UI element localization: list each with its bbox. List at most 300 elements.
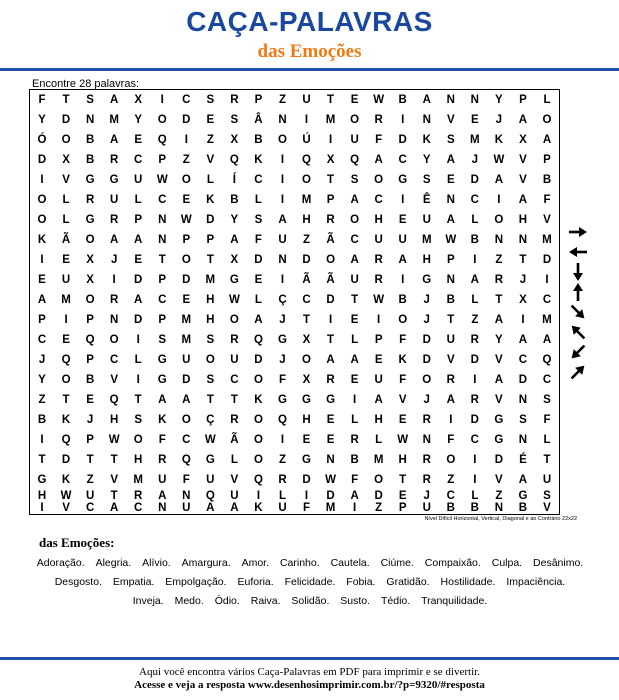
grid-letter: O (542, 114, 552, 126)
grid-letter: M (373, 454, 384, 466)
footer-line-1: Aqui você encontra vários Caça-Palavras em PDF para imprimir e se divertir. (139, 666, 480, 678)
grid-letter: A (446, 154, 455, 166)
grid-letter: N (278, 114, 287, 126)
word-item: Hostilidade. (440, 576, 496, 588)
grid-letter: D (422, 354, 431, 366)
grid-letter: D (254, 254, 263, 266)
grid-letter: L (134, 194, 142, 206)
grid-letter: G (157, 354, 167, 366)
grid-letter: V (495, 394, 503, 406)
grid-letter: E (326, 414, 335, 426)
grid-letter: J (519, 274, 527, 286)
grid-letter: L (471, 294, 479, 306)
word-list-title: das Emoções: (39, 535, 115, 550)
grid-letter: B (470, 234, 479, 246)
word-item: Impaciência. (506, 576, 566, 588)
grid-letter: G (494, 414, 504, 426)
arrow-left-icon (569, 247, 587, 257)
grid-letter: E (38, 274, 46, 286)
grid-letter: O (133, 434, 143, 446)
grid-letter: N (85, 114, 95, 126)
grid-letter: C (518, 354, 528, 366)
grid-letter: E (350, 94, 359, 106)
grid-letter: C (542, 374, 552, 386)
grid-letter: E (254, 274, 263, 286)
grid-letter: H (518, 214, 528, 226)
grid-letter: I (280, 194, 285, 206)
grid-letter: H (206, 294, 215, 306)
grid-letter: D (182, 114, 191, 126)
grid-letter: W (204, 434, 216, 446)
grid-letter: Y (495, 94, 503, 106)
grid-letter: P (86, 314, 94, 326)
grid-letter: H (109, 414, 119, 426)
grid-letter: D (254, 354, 263, 366)
grid-letter: X (134, 94, 143, 106)
grid-letter: T (519, 254, 527, 266)
grid-letter: R (326, 374, 335, 386)
grid-letter: C (109, 354, 119, 366)
word-item: Alívio. (142, 557, 171, 569)
grid-letter: I (40, 174, 44, 186)
grid-letter: E (326, 434, 335, 446)
grid-letter: Z (86, 474, 94, 486)
grid-letter: C (254, 174, 263, 186)
grid-letter: D (542, 254, 552, 266)
grid-letter: C (470, 434, 479, 446)
grid-letter: C (134, 154, 143, 166)
grid-letter: D (326, 294, 335, 306)
grid-letter: U (109, 194, 119, 206)
grid-letter: P (446, 254, 455, 266)
grid-letter: A (350, 354, 359, 366)
grid-letter: O (109, 334, 119, 346)
grid-letter: L (375, 434, 383, 446)
grid-letter: G (422, 274, 432, 286)
grid-letter: L (543, 434, 551, 446)
grid-letter: R (134, 490, 143, 502)
grid-letter: O (181, 254, 191, 266)
grid-letter: D (302, 474, 311, 486)
grid-letter: O (253, 434, 263, 446)
grid-letter: M (301, 194, 312, 206)
grid-letter: E (350, 374, 359, 386)
grid-letter: D (182, 274, 191, 286)
grid-letter: A (134, 234, 143, 246)
grid-letter: F (182, 474, 190, 486)
grid-letter: L (134, 354, 142, 366)
grid-letter: B (398, 294, 407, 306)
grid-letter: C (302, 294, 311, 306)
grid-letter: Â (254, 114, 263, 126)
word-item: Euforia. (237, 576, 274, 588)
grid-letter: D (134, 274, 143, 286)
grid-letter: R (374, 254, 383, 266)
grid-letter: K (61, 474, 71, 486)
grid-letter: G (277, 334, 287, 346)
grid-letter: C (398, 154, 407, 166)
grid-letter: B (85, 374, 95, 386)
grid-letter: R (158, 454, 167, 466)
grid-letter: A (109, 234, 119, 246)
grid-letter: U (230, 354, 239, 366)
grid-letter: G (398, 174, 408, 186)
grid-letter: T (495, 294, 503, 306)
grid-letter: B (230, 194, 239, 206)
grid-letter: A (254, 314, 263, 326)
grid-letter: A (374, 154, 383, 166)
footer-line-2: Acesse e veja a resposta www.desenhosimprimir.com.br/?p=9320/#resposta (134, 679, 485, 691)
grid-letter: N (446, 274, 455, 286)
grid-letter: O (253, 454, 263, 466)
grid-letter: P (398, 502, 407, 514)
grid-letter: D (302, 254, 311, 266)
grid-letter: I (184, 134, 188, 146)
bottom-divider (0, 657, 619, 660)
grid-letter: R (422, 414, 431, 426)
grid-letter: J (423, 490, 430, 502)
grid-letter: S (206, 374, 215, 386)
grid-letter: C (37, 334, 47, 346)
grid-letter: U (278, 502, 287, 514)
grid-letter: S (350, 174, 359, 186)
grid-letter: A (158, 394, 167, 406)
grid-letter: A (374, 394, 383, 406)
grid-letter: O (350, 114, 360, 126)
grid-letter: X (62, 154, 70, 166)
grid-letter: F (375, 134, 383, 146)
grid-letter: T (62, 394, 70, 406)
word-search-grid (29, 89, 560, 515)
grid-letter: A (109, 134, 119, 146)
grid-letter: N (109, 314, 119, 326)
grid-letter: N (470, 94, 479, 106)
grid-letter: T (110, 454, 118, 466)
grid-letter: T (351, 294, 359, 306)
grid-letter: I (64, 314, 68, 326)
grid-letter: O (494, 214, 504, 226)
word-item: Alegria. (95, 557, 132, 569)
grid-letter: X (519, 294, 527, 306)
grid-letter: V (398, 394, 407, 406)
grid-letter: X (230, 254, 239, 266)
grid-letter: D (37, 154, 47, 166)
grid-letter: I (473, 454, 477, 466)
grid-letter: F (351, 474, 359, 486)
grid-letter: U (446, 334, 455, 346)
grid-letter: I (304, 114, 309, 126)
grid-letter: T (543, 454, 551, 466)
grid-letter: J (110, 254, 118, 266)
grid-letter: H (206, 314, 215, 326)
grid-letter: I (160, 94, 164, 106)
grid-letter: U (398, 234, 407, 246)
grid-letter: V (495, 474, 503, 486)
grid-letter: Ç (206, 414, 215, 426)
grid-letter: G (277, 394, 287, 406)
grid-letter: S (543, 490, 551, 502)
grid-letter: R (85, 194, 95, 206)
word-item: Fobia. (346, 576, 376, 588)
grid-letter: P (519, 94, 527, 106)
grid-letter: F (278, 374, 286, 386)
grid-letter: G (518, 490, 528, 502)
grid-letter: C (85, 502, 95, 514)
grid-letter: Ã (61, 234, 71, 246)
grid-letter: I (473, 254, 477, 266)
arrow-up-right-icon (568, 362, 588, 382)
grid-letter: I (280, 154, 285, 166)
grid-letter: Q (61, 434, 71, 446)
grid-letter: Q (157, 134, 167, 146)
grid-letter: D (61, 114, 71, 126)
grid-letter: M (181, 334, 192, 346)
word-item: Gratidão. (386, 576, 430, 588)
grid-letter: X (326, 154, 335, 166)
grid-letter: V (110, 474, 118, 486)
grid-letter: M (133, 474, 143, 486)
grid-letter: O (181, 174, 191, 186)
grid-letter: R (278, 474, 287, 486)
word-item: Compaixão. (424, 557, 481, 569)
grid-letter: E (206, 114, 215, 126)
grid-letter: D (398, 134, 407, 146)
word-item: Susto. (340, 595, 371, 607)
grid-letter: S (206, 94, 215, 106)
grid-letter: J (495, 114, 503, 126)
grid-letter: P (86, 354, 94, 366)
grid-letter: Z (447, 474, 455, 486)
grid-letter: V (446, 354, 455, 366)
grid-letter: U (182, 502, 191, 514)
grid-letter: V (446, 114, 455, 126)
grid-letter: U (542, 474, 552, 486)
grid-letter: J (86, 414, 94, 426)
word-item: Medo. (174, 595, 204, 607)
grid-letter: T (62, 94, 70, 106)
grid-letter: G (85, 214, 95, 226)
grid-letter: O (302, 174, 311, 186)
grid-letter: H (398, 454, 407, 466)
grid-letter: A (37, 294, 47, 306)
grid-letter: V (519, 154, 527, 166)
grid-letter: Ã (326, 234, 335, 246)
grid-letter: P (158, 314, 167, 326)
grid-letter: A (350, 254, 359, 266)
word-item: Ciúme. (380, 557, 414, 569)
grid-letter: L (471, 214, 479, 226)
word-item: Tranquilidade. (421, 595, 488, 607)
grid-letter: Q (61, 354, 71, 366)
grid-letter: M (470, 134, 480, 146)
grid-letter: R (494, 274, 504, 286)
grid-letter: D (206, 214, 215, 226)
grid-letter: U (350, 274, 359, 286)
grid-letter: Y (422, 154, 431, 166)
grid-letter: U (158, 474, 167, 486)
grid-letter: Í (232, 174, 236, 186)
word-item: Desânimo. (533, 557, 584, 569)
grid-letter: L (230, 454, 238, 466)
grid-letter: N (158, 502, 167, 514)
grid-letter: C (182, 94, 191, 106)
grid-letter: U (61, 274, 71, 286)
arrow-down-left-icon (568, 342, 588, 362)
grid-letter: I (353, 394, 357, 406)
grid-letter: C (542, 294, 552, 306)
grid-letter: A (206, 502, 215, 514)
grid-letter: C (182, 434, 191, 446)
word-item: Tédio. (381, 595, 411, 607)
grid-letter: S (206, 334, 215, 346)
grid-letter: U (230, 490, 239, 502)
grid-letter: D (374, 490, 383, 502)
grid-letter: V (519, 174, 527, 186)
grid-letter: D (470, 174, 479, 186)
grid-letter: L (543, 94, 551, 106)
grid-letter: U (206, 474, 215, 486)
grid-letter: A (494, 174, 504, 186)
grid-letter: X (86, 254, 94, 266)
grid-letter: T (134, 394, 142, 406)
grid-letter: F (399, 334, 407, 346)
grid-letter: S (446, 134, 455, 146)
grid-letter: P (158, 154, 167, 166)
grid-letter: U (302, 94, 311, 106)
grid-letter: D (134, 314, 143, 326)
grid-letter: R (230, 334, 239, 346)
grid-letter: J (38, 354, 46, 366)
word-item: Amargura. (181, 557, 231, 569)
grid-letter: G (494, 434, 504, 446)
grid-letter: C (158, 294, 167, 306)
grid-letter: Z (375, 502, 383, 514)
grid-letter: R (470, 334, 479, 346)
grid-letter: X (230, 134, 239, 146)
grid-letter: T (230, 394, 238, 406)
grid-letter: I (449, 414, 453, 426)
grid-letter: F (543, 414, 551, 426)
grid-letter: Q (109, 394, 119, 406)
grid-letter: U (422, 502, 431, 514)
grid-letter: P (158, 274, 167, 286)
grid-letter: A (470, 274, 479, 286)
grid-letter: G (326, 394, 336, 406)
grid-letter: Y (38, 374, 46, 386)
grid-letter: K (494, 134, 504, 146)
grid-letter: G (157, 374, 167, 386)
grid-letter: O (374, 174, 384, 186)
grid-letter: W (373, 294, 385, 306)
grid-letter: S (422, 174, 431, 186)
arrow-right-icon (569, 227, 587, 237)
grid-letter: R (422, 454, 431, 466)
grid-letter: E (62, 334, 70, 346)
grid-letter: J (471, 154, 479, 166)
grid-letter: O (157, 114, 167, 126)
grid-letter: R (109, 154, 119, 166)
grid-letter: I (280, 174, 285, 186)
grid-letter: R (230, 414, 239, 426)
grid-letter: D (470, 414, 479, 426)
grid-letter: K (61, 414, 71, 426)
grid-letter: T (110, 490, 118, 502)
level-note: Nível Difícil Horizontal, Vertical, Diagonal e ao Contrário 22x22 (424, 516, 577, 522)
grid-letter: H (422, 254, 431, 266)
grid-letter: B (85, 154, 95, 166)
grid-letter: O (37, 194, 47, 206)
grid-letter: W (180, 214, 192, 226)
word-item: Raiva. (250, 595, 281, 607)
grid-letter: A (542, 334, 552, 346)
grid-letter: L (278, 490, 286, 502)
grid-letter: J (423, 314, 430, 326)
grid-letter: R (446, 374, 455, 386)
grid-letter: K (254, 154, 263, 166)
grid-letter: U (374, 234, 383, 246)
word-item: Ódio. (214, 595, 240, 607)
grid-letter: O (61, 134, 71, 146)
grid-letter: A (134, 294, 143, 306)
grid-letter: A (350, 490, 359, 502)
grid-letter: A (446, 214, 455, 226)
grid-letter: T (38, 454, 46, 466)
page-title: CAÇA-PALAVRAS (186, 6, 433, 37)
grid-letter: N (158, 214, 167, 226)
grid-letter: O (205, 354, 215, 366)
grid-letter: X (519, 134, 527, 146)
grid-letter: W (493, 154, 505, 166)
grid-letter: E (62, 254, 70, 266)
grid-letter: P (38, 314, 46, 326)
grid-letter: P (182, 234, 191, 246)
grid-letter: F (158, 434, 166, 446)
grid-letter: M (542, 234, 552, 246)
word-item: Inveja. (132, 595, 164, 607)
grid-letter: A (109, 502, 119, 514)
grid-letter: F (38, 94, 46, 106)
grid-letter: O (302, 354, 311, 366)
grid-letter: W (397, 434, 409, 446)
grid-letter: D (494, 454, 504, 466)
grid-letter: I (328, 314, 333, 326)
grid-letter: Ê (422, 194, 431, 206)
grid-letter: Y (230, 214, 239, 226)
grid-letter: T (206, 254, 214, 266)
grid-letter: C (134, 502, 143, 514)
grid-letter: O (253, 374, 263, 386)
grid-letter: A (182, 394, 191, 406)
grid-letter: D (182, 374, 191, 386)
grid-letter: A (494, 314, 504, 326)
grid-letter: N (278, 254, 287, 266)
grid-letter: O (253, 414, 263, 426)
grid-letter: K (37, 234, 47, 246)
grid-letter: N (494, 234, 504, 246)
grid-letter: Q (253, 474, 263, 486)
grid-letter: K (254, 502, 263, 514)
grid-letter: Ã (230, 434, 239, 446)
grid-letter: Ã (326, 274, 335, 286)
grid-letter: Q (205, 490, 215, 502)
grid-letter: R (109, 294, 119, 306)
grid-letter: I (136, 334, 140, 346)
grid-letter: S (543, 394, 551, 406)
grid-letter: W (325, 474, 336, 486)
arrow-down-icon (573, 263, 583, 281)
grid-letter: F (254, 234, 262, 246)
grid-letter: O (277, 134, 287, 146)
